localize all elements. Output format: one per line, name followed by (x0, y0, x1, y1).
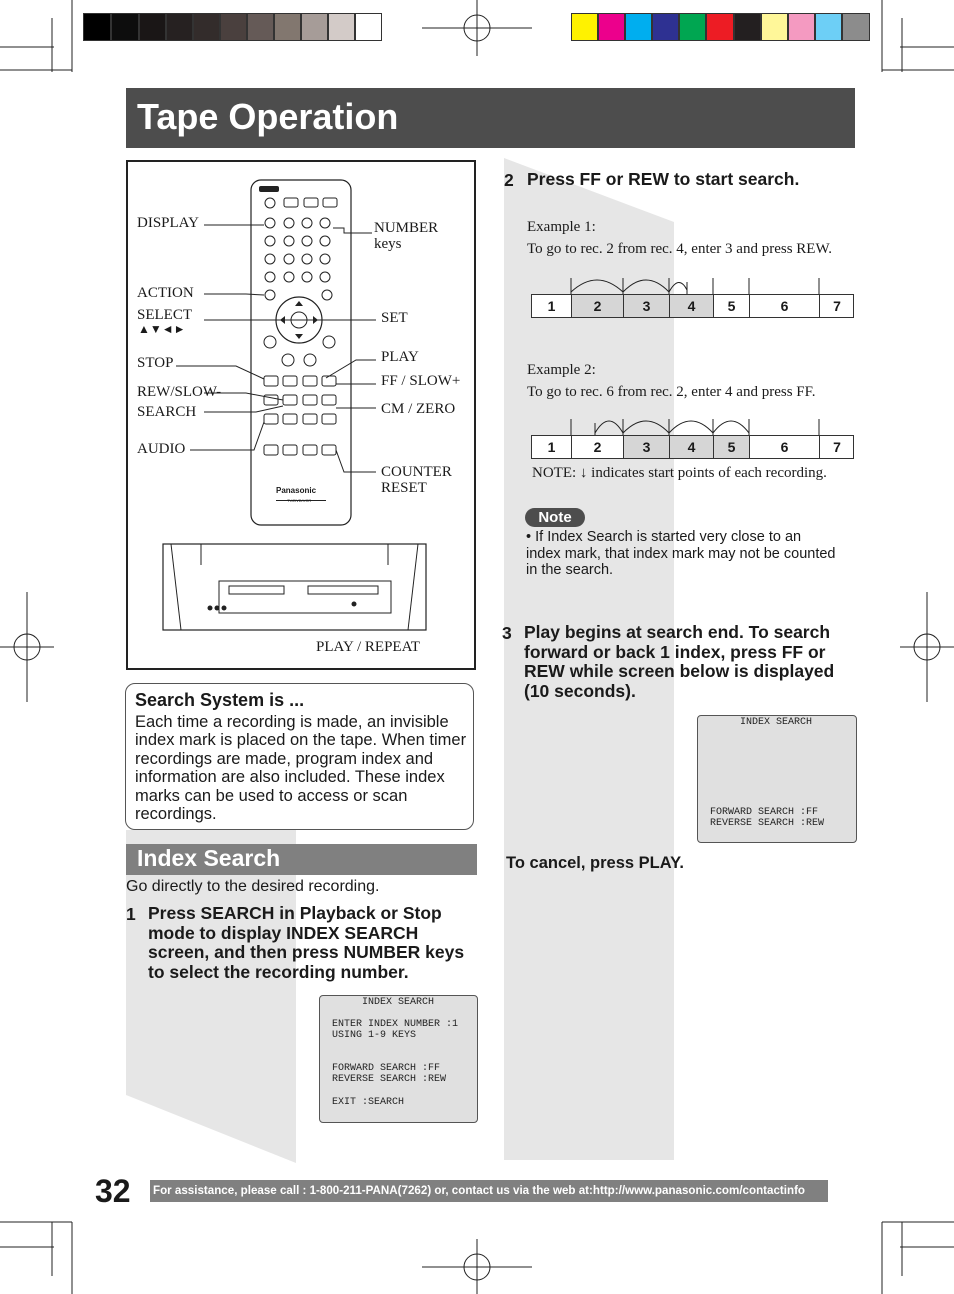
example1-title: Example 1: (527, 219, 596, 235)
note-text: • If Index Search is started very close to an index mark, that index mark may not be counted in the search. (526, 529, 836, 579)
osd1-line2: USING 1-9 KEYS (332, 1030, 417, 1041)
note-badge: Note (525, 508, 585, 527)
step2-number: 2 (504, 170, 514, 190)
label-play-repeat: PLAY / REPEAT (316, 639, 420, 655)
tape-note: NOTE: ↓ indicates start points of each recording. (532, 465, 827, 481)
osd1-line3: FORWARD SEARCH :FF (332, 1063, 441, 1074)
tape1-cell: 3 (624, 295, 670, 317)
example2-title: Example 2: (527, 362, 596, 378)
index-search-intro: Go directly to the desired recording. (126, 878, 380, 895)
osd1-title: INDEX SEARCH (362, 997, 435, 1008)
tape2-cell: 5 (714, 436, 750, 458)
osd2-line1: FORWARD SEARCH :FF (710, 807, 819, 818)
step3-text: Play begins at search end. To search forward or back 1 index, press FF or REW while screen below is displayed (10 seconds). (524, 622, 835, 701)
example2-desc: To go to rec. 6 from rec. 2, enter 4 and press FF. (527, 384, 816, 400)
remote-model: TV/DVD/VCR (287, 498, 312, 503)
osd2-title: INDEX SEARCH (740, 717, 813, 728)
label-number: NUMBER (374, 220, 439, 236)
label-counter: COUNTER (381, 464, 452, 480)
label-stop: STOP (137, 355, 174, 371)
search-system-body: Each time a recording is made, an invisible index mark is placed on the tape. When timer recordings are made, program index and information are also included. These index marks can be used to access or scan recordings. (135, 713, 467, 824)
tape2-cell: 6 (750, 436, 820, 458)
page-number: 32 (95, 1173, 131, 1209)
label-number-keys: keys (374, 236, 402, 252)
tape1-cell: 4 (670, 295, 714, 317)
label-counter-reset: RESET (381, 480, 427, 496)
tape2-cell: 1 (532, 436, 572, 458)
tape1-cell: 5 (714, 295, 750, 317)
tape-diagram-example1 (531, 294, 854, 318)
tape1-cell: 2 (572, 295, 624, 317)
remote-brand-logo: Panasonic (276, 486, 317, 495)
step3-number: 3 (502, 623, 512, 643)
label-action: ACTION (137, 285, 194, 301)
label-cm-zero: CM / ZERO (381, 401, 456, 417)
footer-assistance-text: For assistance, please call : 1-800-211-PANA(7262) or, contact us via the web at:http://www.panasonic.com/contactinfo (153, 1184, 806, 1197)
step2-text: Press FF or REW to start search. (527, 169, 800, 189)
osd1-line4: REVERSE SEARCH :REW (332, 1074, 447, 1085)
label-rew-search: SEARCH (137, 404, 197, 420)
label-audio: AUDIO (137, 441, 186, 457)
tape2-cell: 3 (624, 436, 670, 458)
tape1-arcs (531, 264, 854, 296)
step1-text: Press SEARCH in Playback or Stop mode to display INDEX SEARCH screen, and then press NUMBER keys to select the recording number. (148, 903, 465, 982)
osd1-line5: EXIT :SEARCH (332, 1097, 405, 1108)
label-rew-slow: REW/SLOW- (137, 384, 222, 400)
label-display: DISPLAY (137, 215, 199, 231)
tape2-cell: 7 (833, 439, 841, 455)
tape2-cell: 4 (670, 436, 714, 458)
osd-index-search-result (697, 715, 857, 843)
label-select-arrows: ▲▼◄► (138, 322, 186, 336)
tape-diagram-example2 (531, 435, 854, 459)
cancel-instruction: To cancel, press PLAY. (506, 854, 684, 872)
step1-number: 1 (126, 904, 136, 924)
index-search-title: Index Search (137, 845, 281, 871)
tape1-cell: 6 (750, 295, 820, 317)
label-set: SET (381, 310, 408, 326)
tape2-arcs (531, 405, 854, 437)
example1-desc: To go to rec. 2 from rec. 4, enter 3 and press REW. (527, 241, 832, 257)
osd-index-search-enter (319, 995, 478, 1123)
tape1-cell: 1 (532, 295, 572, 317)
tape2-cell: 2 (572, 436, 624, 458)
page-title: Tape Operation (137, 96, 399, 137)
label-play: PLAY (381, 349, 419, 365)
label-ff-slow: FF / SLOW+ (381, 373, 461, 389)
label-select: SELECT (137, 307, 192, 323)
search-system-title: Search System is ... (135, 690, 305, 710)
osd2-line2: REVERSE SEARCH :REW (710, 818, 825, 829)
tape1-cell: 7 (833, 298, 841, 314)
osd1-line1: ENTER INDEX NUMBER :1 (332, 1019, 459, 1030)
